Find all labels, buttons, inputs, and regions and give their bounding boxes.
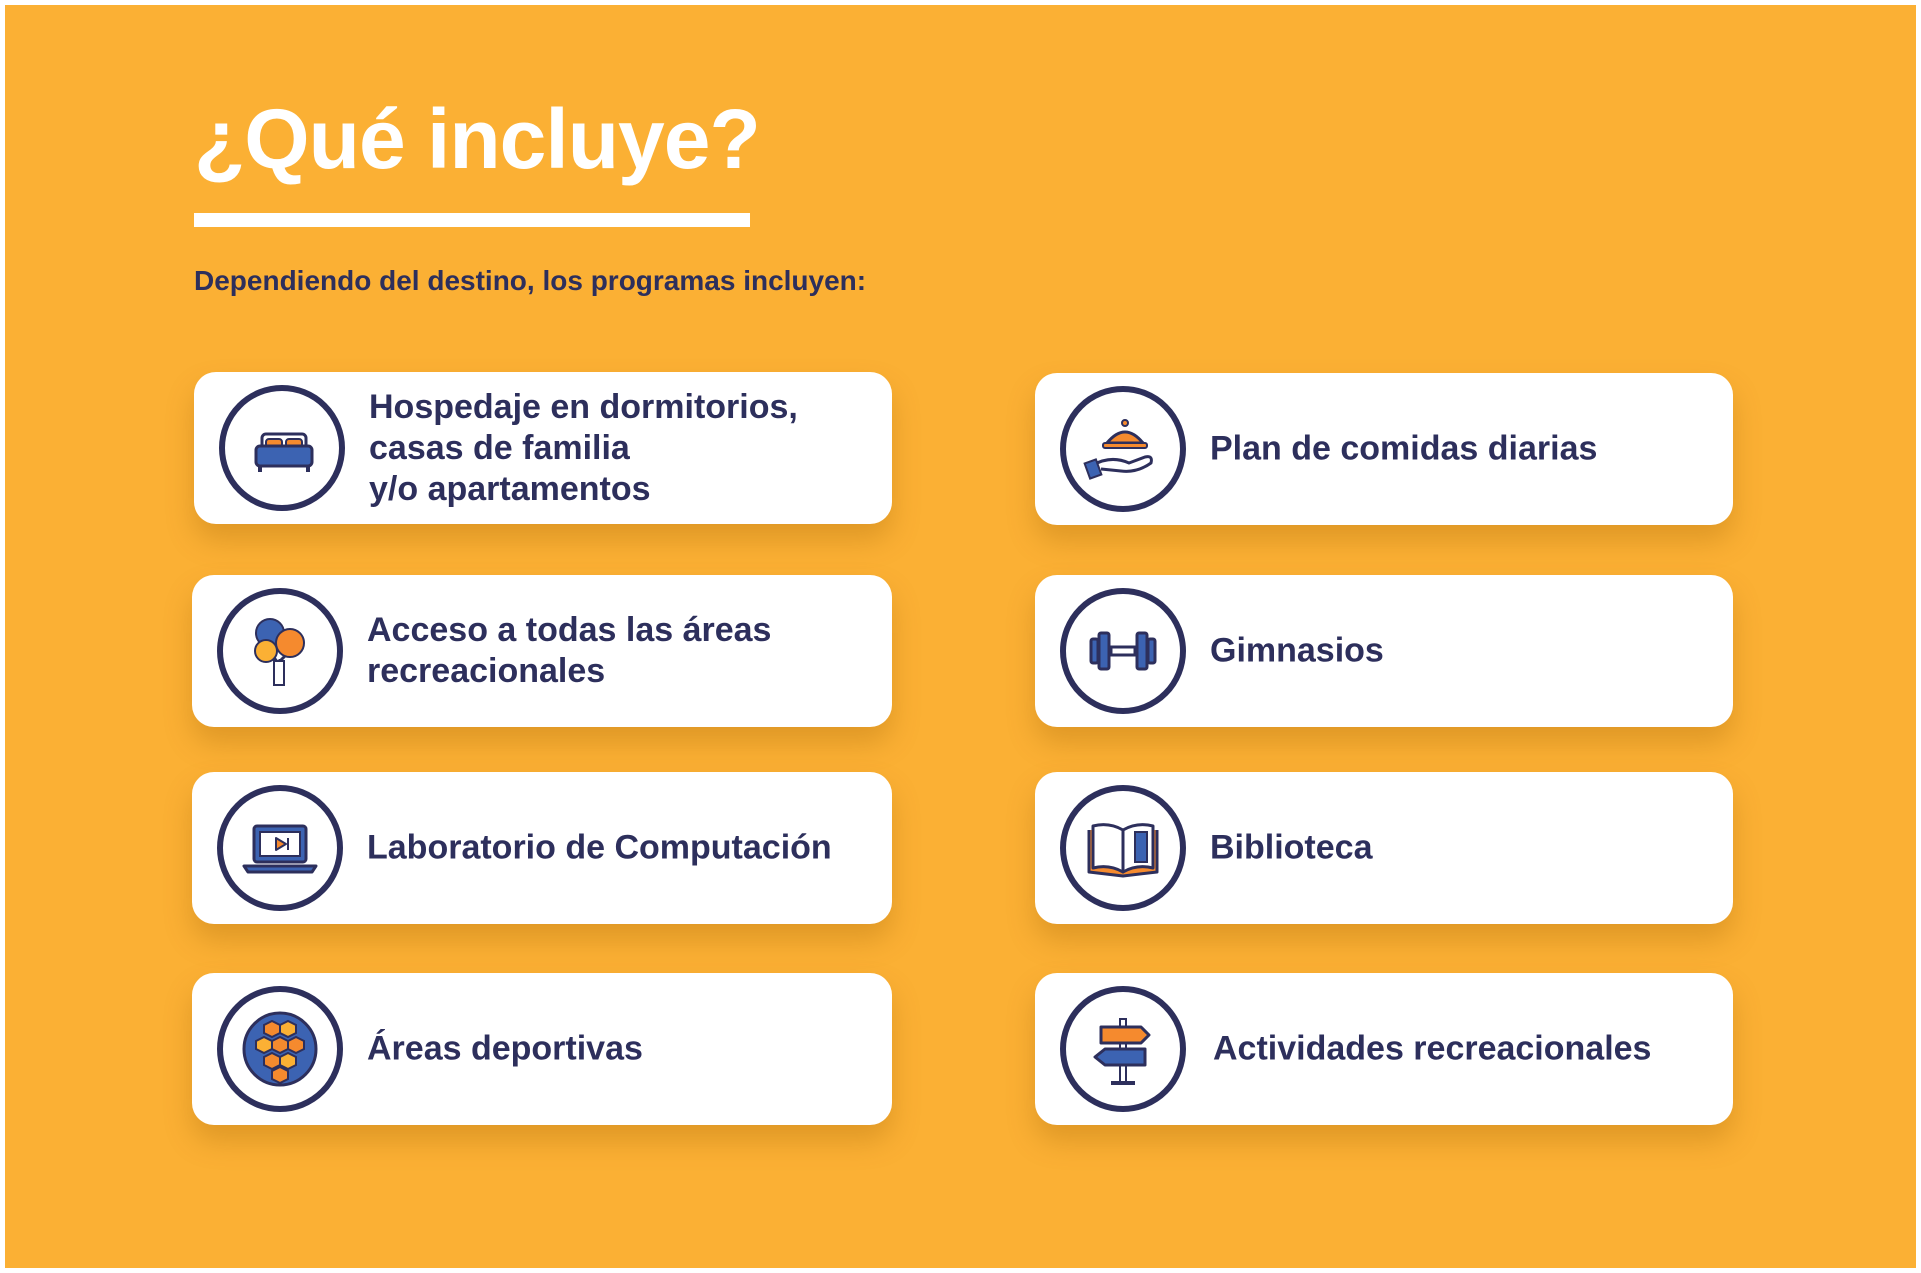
card-laboratorio	[192, 772, 892, 924]
card-areas-deportivas	[192, 973, 892, 1125]
card-label: Biblioteca	[1210, 828, 1373, 867]
tree-icon	[217, 588, 343, 714]
card-label: Gimnasios	[1210, 631, 1384, 670]
dumbbell-icon	[1060, 588, 1186, 714]
background-panel	[5, 5, 1916, 1268]
card-label: Plan de comidas diarias	[1210, 429, 1598, 468]
card-label: Actividades recreacionales	[1213, 1029, 1652, 1068]
book-icon	[1060, 785, 1186, 911]
card-label: Áreas deportivas	[367, 1029, 643, 1068]
card-label: Hospedaje en dormitorios, casas de familia y/o apartamentos	[369, 387, 798, 508]
card-plan-comidas	[1035, 373, 1733, 525]
card-actividades	[1035, 973, 1733, 1125]
subtitle: Dependiendo del destino, los programas incluyen:	[194, 265, 867, 296]
laptop-icon	[217, 785, 343, 911]
card-biblioteca	[1035, 772, 1733, 924]
page-title: ¿Qué incluye?	[194, 92, 760, 186]
card-hospedaje	[194, 372, 892, 524]
food-tray-icon	[1060, 386, 1186, 512]
card-label: Acceso a todas las áreas recreacionales	[367, 611, 772, 690]
title-underline	[194, 213, 750, 227]
card-acceso-areas	[192, 575, 892, 727]
card-label: Laboratorio de Computación	[367, 828, 832, 867]
soccer-ball-icon	[217, 986, 343, 1112]
bed-icon	[219, 385, 345, 511]
card-gimnasios	[1035, 575, 1733, 727]
signpost-icon	[1060, 986, 1186, 1112]
